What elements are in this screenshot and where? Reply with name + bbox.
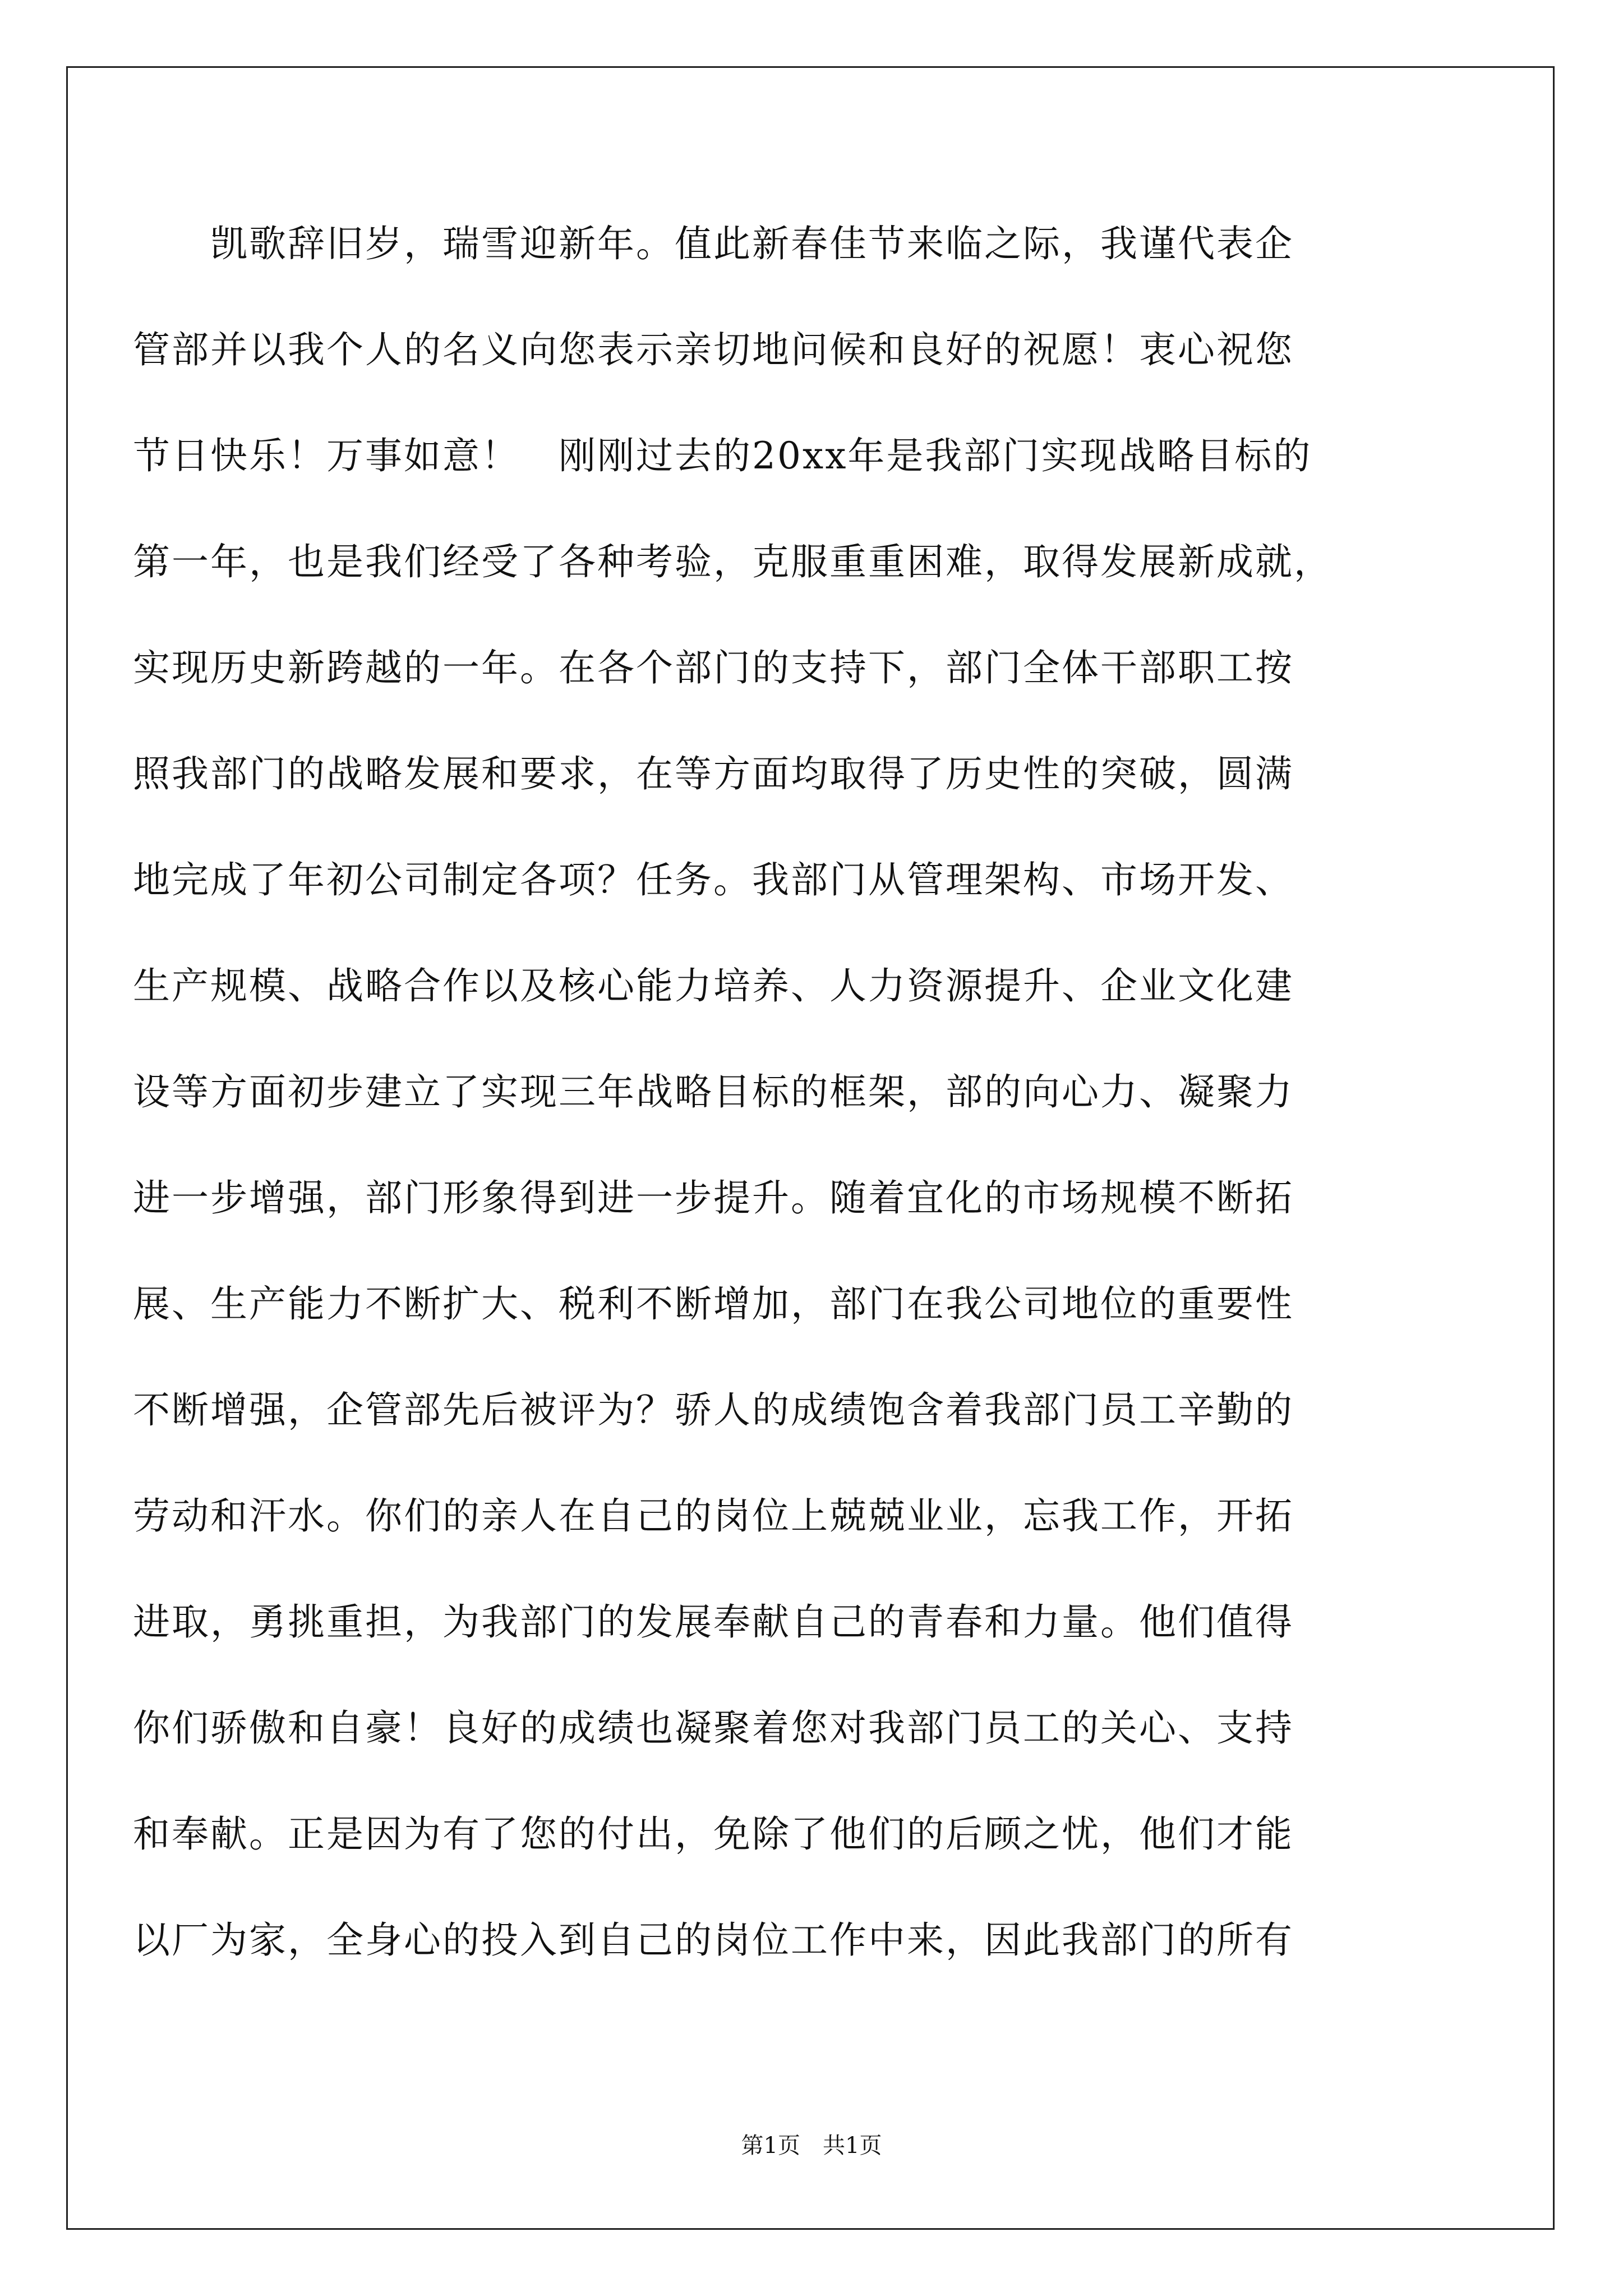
text-line: 节日快乐！万事如意！ 刚刚过去的20xx年是我部门实现战略目标的: [133, 434, 1312, 477]
text-line: 照我部门的战略发展和要求，在等方面均取得了历史性的突破，圆满: [133, 752, 1294, 795]
text-line: 进一步增强，部门形象得到进一步提升。随着宜化的市场规模不断拓: [133, 1176, 1294, 1220]
text-line: 和奉献。正是因为有了您的付出，免除了他们的后顾之忧，他们才能: [133, 1812, 1294, 1856]
text-line: 管部并以我个人的名义向您表示亲切地问候和良好的祝愿！衷心祝您: [133, 328, 1294, 371]
text-line: 地完成了年初公司制定各项？任务。我部门从管理架构、市场开发、: [133, 858, 1294, 901]
text-line: 第一年，也是我们经受了各种考验，克服重重困难，取得发展新成就，: [133, 540, 1332, 583]
text-line: 凯歌辞旧岁，瑞雪迎新年。值此新春佳节来临之际，我谨代表企: [133, 222, 1294, 265]
text-line: 设等方面初步建立了实现三年战略目标的框架，部的向心力、凝聚力: [133, 1070, 1294, 1114]
text-line: 劳动和汗水。你们的亲人在自己的岗位上兢兢业业，忘我工作，开拓: [133, 1494, 1294, 1538]
page-border: [66, 66, 1555, 2230]
page-number: 第1页 共1页: [741, 2133, 882, 2159]
text-line: 展、生产能力不断扩大、税利不断增加，部门在我公司地位的重要性: [133, 1282, 1294, 1326]
text-line: 生产规模、战略合作以及核心能力培养、人力资源提升、企业文化建: [133, 964, 1294, 1007]
text-line: 不断增强，企管部先后被评为？骄人的成绩饱含着我部门员工辛勤的: [133, 1388, 1294, 1432]
text-line: 实现历史新跨越的一年。在各个部门的支持下，部门全体干部职工按: [133, 646, 1294, 689]
text-line: 以厂为家，全身心的投入到自己的岗位工作中来，因此我部门的所有: [133, 1918, 1294, 1962]
text-line: 你们骄傲和自豪！良好的成绩也凝聚着您对我部门员工的关心、支持: [133, 1706, 1294, 1750]
text-line: 进取，勇挑重担，为我部门的发展奉献自己的青春和力量。他们值得: [133, 1600, 1294, 1644]
